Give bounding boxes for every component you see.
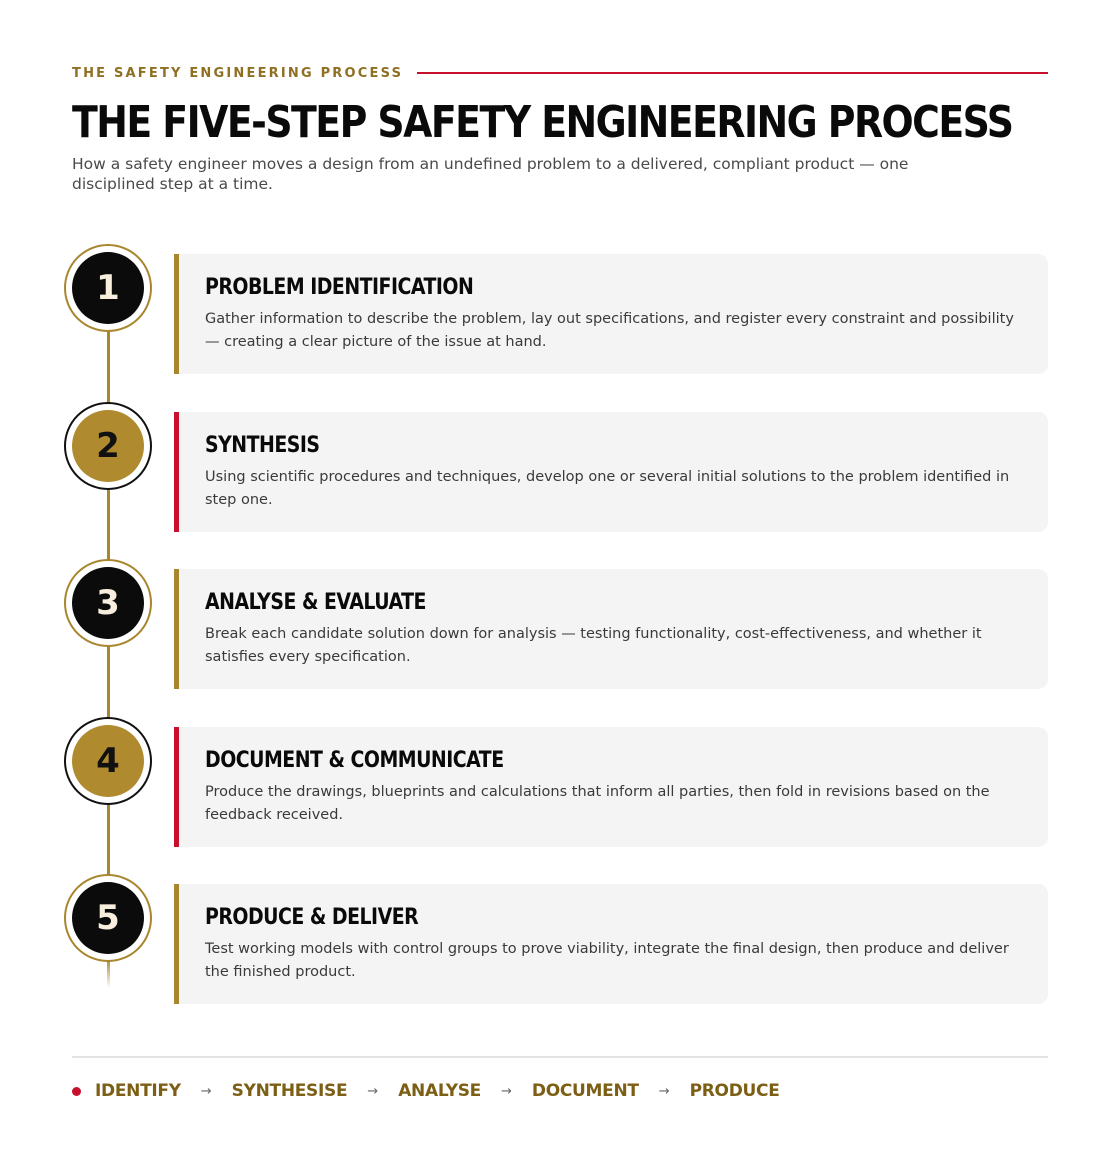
step-card — [174, 884, 1048, 1004]
step-number: 5 — [72, 882, 144, 954]
step-title: DOCUMENT & COMMUNICATE — [205, 748, 504, 773]
summary-step-analyse: ANALYSE — [398, 1081, 481, 1101]
step-title: PROBLEM IDENTIFICATION — [205, 275, 474, 300]
process-summary — [72, 1078, 780, 1104]
step-description: Produce the drawings, blueprints and calculations that inform all parties, then fold in revisions based on the feedback received. — [205, 784, 990, 823]
step-title: ANALYSE & EVALUATE — [205, 590, 426, 615]
step-badge — [64, 717, 152, 805]
footer-divider — [72, 1056, 1048, 1058]
timeline-spine-end — [107, 958, 110, 988]
arrow-right-icon: → — [658, 1083, 670, 1099]
step-accent-bar — [174, 727, 179, 847]
eyebrow-row — [72, 64, 1048, 82]
step-description: Test working models with control groups to prove viability, integrate the final design, then produce and deliver the finished product. — [205, 941, 1009, 980]
step-badge — [64, 874, 152, 962]
step-card — [174, 412, 1048, 532]
step-accent-bar — [174, 412, 179, 532]
summary-step-produce: PRODUCE — [689, 1081, 780, 1101]
page-title: THE FIVE-STEP SAFETY ENGINEERING PROCESS — [72, 97, 1013, 148]
step-card — [174, 569, 1048, 689]
step-title: PRODUCE & DELIVER — [205, 905, 419, 930]
summary-step-document: DOCUMENT — [531, 1081, 639, 1101]
eyebrow-rule — [417, 72, 1048, 74]
arrow-right-icon: → — [367, 1083, 379, 1099]
step-description: Break each candidate solution down for analysis — testing functionality, cost-effectiveness, and whether it satisfies every specification. — [205, 626, 982, 665]
arrow-right-icon: → — [501, 1083, 512, 1099]
step-number: 4 — [72, 725, 144, 797]
summary-step-synthesise: SYNTHESISE — [231, 1081, 348, 1101]
step-badge — [64, 402, 152, 490]
step-badge — [64, 559, 152, 647]
step-card — [174, 727, 1048, 847]
page-subtitle: How a safety engineer moves a design from an undefined problem to a delivered, compliant product — one disciplined step at a time. — [72, 155, 909, 193]
eyebrow-label: THE SAFETY ENGINEERING PROCESS — [72, 65, 404, 81]
arrow-right-icon: → — [200, 1083, 212, 1099]
step-card — [174, 254, 1048, 374]
step-badge — [64, 244, 152, 332]
footer-bullet — [72, 1087, 81, 1096]
summary-step-identify: IDENTIFY — [95, 1081, 181, 1101]
step-accent-bar — [174, 569, 179, 689]
step-accent-bar — [174, 884, 179, 1004]
step-number: 3 — [72, 567, 144, 639]
step-number: 2 — [72, 410, 144, 482]
step-description: Using scientific procedures and techniques, develop one or several initial solutions to the problem identified in step one. — [205, 469, 1010, 508]
step-description: Gather information to describe the problem, lay out specifications, and register every constraint and possibility — creating a clear picture of the issue at hand. — [205, 311, 1014, 350]
step-number: 1 — [72, 252, 144, 324]
step-accent-bar — [174, 254, 179, 374]
step-title: SYNTHESIS — [205, 433, 320, 458]
